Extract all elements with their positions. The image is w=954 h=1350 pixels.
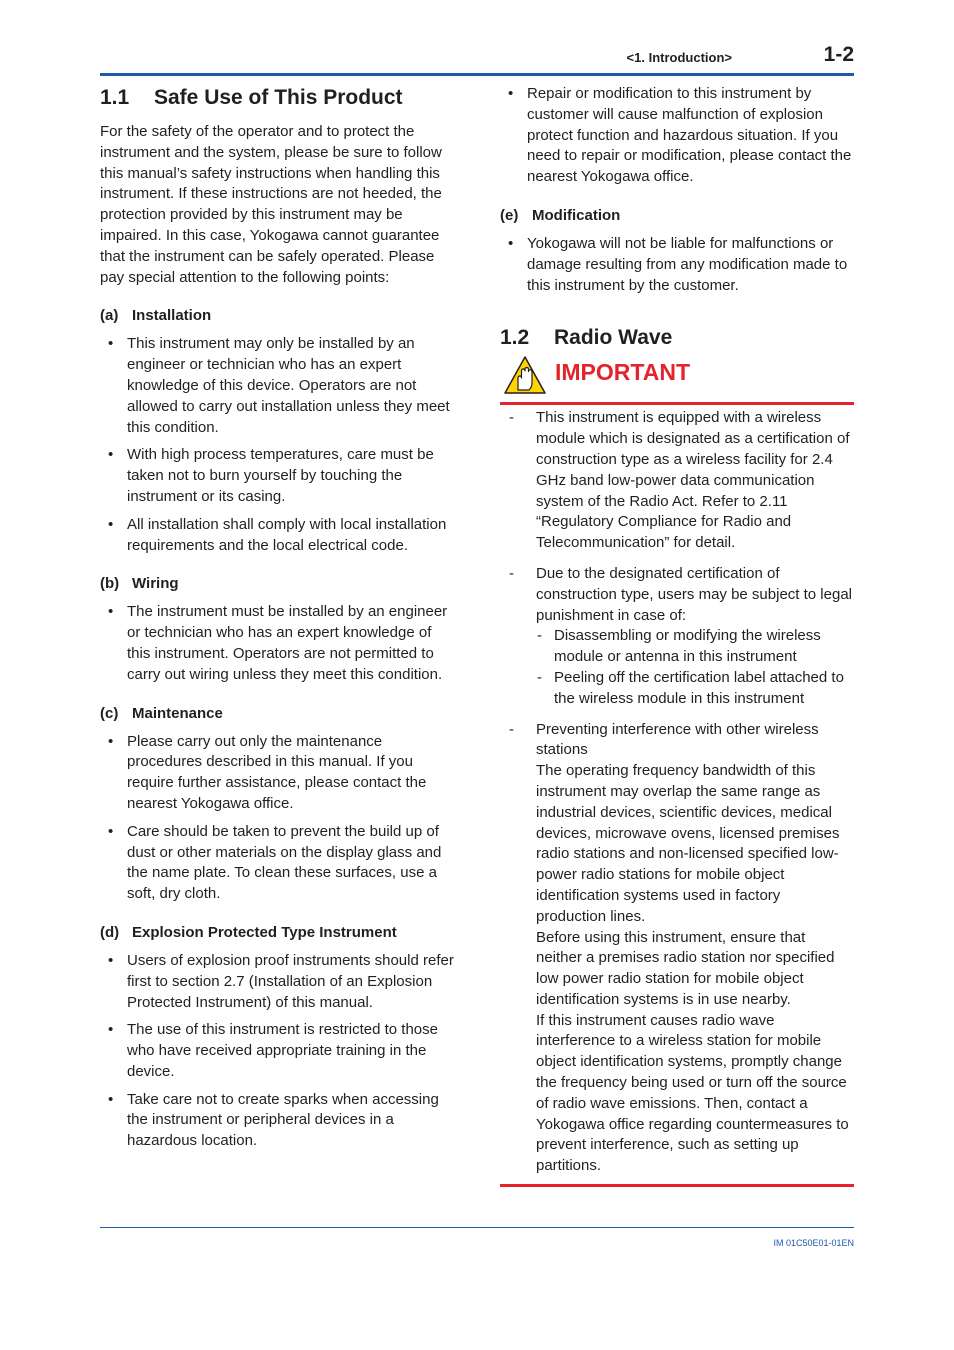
warning-hand-icon: [504, 356, 546, 394]
section-number: 1.2: [500, 326, 530, 350]
chapter-label: <1. Introduction>: [626, 50, 732, 65]
important-notice-header: [500, 356, 854, 402]
list-item: • Please carry out only the maintenance procedures described in this manual. If you require further assistance, please contact the nearest Yokogawa office.: [108, 732, 427, 812]
section-1-1-title: [100, 86, 456, 110]
sub-list-item: - Disassembling or modifying the wireless module or antenna in this instrument: [537, 627, 821, 666]
item-paragraph: The operating frequency bandwidth of this instrument may overlap the same range as industrial devices, scientific devices, medical devices, microwave ovens, licensed premises radio stations and non-licensed specified low-power radio stations for mobile object identification systems used in factory production lines.: [536, 762, 840, 925]
section-title-text: Radio Wave: [554, 326, 673, 350]
list-item: • Repair or modification to this instrument by customer will cause malfunction of explosion protect function and hazardous situation. If you need to repair or modification, please contact the nearest Yokogawa office.: [508, 85, 852, 186]
list-item: - This instrument is equipped with a wireless module which is designated as a certification of construction type as a wireless facility for 2.4 GHz band low-power data communication system of the Radio Act. Refer to 2.11 “Regulatory Compliance for Radio and Telecommunication” for detail.: [509, 409, 850, 552]
item-paragraph: If this instrument causes radio wave interference to a wireless station for mobile object identification systems, promptly change the frequency being used or turn off the source of radio wave emissions. Then, contact a Yokogawa office regarding countermeasures to prevent interference, such as setting up partitions.: [536, 1011, 849, 1175]
sub-list-item: - Peeling off the certification label attached to the wireless module in this instrument: [537, 668, 844, 707]
section-1-2: [500, 326, 854, 1187]
list-item: - Due to the designated certification of construction type, users may be subject to legal punishment in case of: - Disassembling or modifying the wireless module or antenna in this instrument - Peeling off the certification label attached to the wireless module in this instrument: [500, 564, 854, 710]
page-header: [100, 40, 854, 76]
section-number: 1.1: [100, 86, 130, 109]
important-label: IMPORTANT: [555, 359, 691, 386]
item-paragraph: Before using this instrument, ensure that neither a premises radio station nor specified low power radio station for mobile object identification systems is in use nearby.: [536, 928, 835, 1008]
subsection-c-heading: (c) Maintenance: [100, 704, 223, 722]
maintenance-list: [100, 732, 456, 905]
section-intro: For the safety of the operator and to protect the instrument and the system, please be sure to follow this manual’s safety instructions when handling this instrument. If these instructions are not heeded, the protection provided by this instrument may be impaired. In this case, Yokogawa cannot guarantee that the instrument can be safely operated. Please pay special attention to the following points:: [100, 123, 442, 286]
subsection-b-heading: (b) Wiring: [100, 575, 179, 593]
wiring-list: [100, 602, 456, 685]
explosion-protected-list-continued: [500, 84, 854, 188]
list-item: • Take care not to create sparks when accessing the instrument or peripheral devices in a hazardous location.: [108, 1090, 439, 1150]
right-column: [500, 84, 854, 1187]
document-id: IM 01C50E01-01EN: [773, 1238, 854, 1248]
list-item: • This instrument may only be installed by an engineer or technician who has an expert knowledge of this device. Operators are not allowed to carry out installation unless they meet this condition.: [108, 335, 450, 436]
list-item: • The instrument must be installed by an engineer or technician who has an expert knowledge of this instrument. Operators are not permitted to carry out wiring unless they meet this condition.: [108, 603, 448, 683]
footer-rule: [100, 1227, 854, 1228]
header-rule: [100, 73, 854, 76]
section-1-2-title: [500, 326, 854, 350]
important-body: [500, 405, 854, 1177]
list-item: • With high process temperatures, care must be taken not to burn yourself by touching the instrument or its casing.: [108, 446, 434, 505]
explosion-protected-list: [100, 951, 456, 1152]
important-bottom-rule: [500, 1184, 854, 1187]
modification-list: [500, 234, 854, 296]
subsection-a-heading: (a) Installation: [100, 307, 212, 325]
page-number: 1-2: [823, 43, 854, 66]
subsection-e-heading: (e) Modification: [500, 206, 621, 224]
radio-wave-list: [500, 408, 854, 1177]
list-item: • Users of explosion proof instruments should refer first to section 2.7 (Installation of an Explosion Protected Instrument) of this manual.: [108, 951, 454, 1011]
list-item: • All installation shall comply with local installation requirements and the local electrical code.: [108, 515, 447, 554]
list-item: • The use of this instrument is restricted to those who have received appropriate training in the device.: [108, 1021, 438, 1080]
list-item: • Care should be taken to prevent the build up of dust or other materials on the display glass and the name plate. To clean these surfaces, use a soft, dry cloth.: [108, 822, 442, 903]
subsection-d-heading: (d) Explosion Protected Type Instrument: [100, 923, 397, 941]
left-column: [100, 84, 456, 1159]
sub-list: [536, 626, 854, 709]
section-title-text: Safe Use of This Product: [154, 86, 403, 109]
list-item: • Yokogawa will not be liable for malfunctions or damage resulting from any modification made to this instrument by the customer.: [508, 234, 848, 294]
list-item: - Preventing interference with other wireless stations The operating frequency bandwidth of this instrument may overlap the same range as industrial devices, scientific devices, medical devices, microwave ovens, licensed premises radio stations and non-licensed specified low-power radio stations for mobile object identification systems used in factory production lines. Before using this instrument, ensure that neither a premises radio station nor specified low power radio station for mobile object identification systems is in use nearby. If this instrument causes radio wave interference to a wireless station for mobile object identification systems, promptly change the frequency being used or turn off the source of radio wave emissions. Then, contact a Yokogawa office regarding countermeasures to prevent interference, such as setting up partitions.: [500, 720, 854, 1178]
installation-list: [100, 334, 456, 556]
